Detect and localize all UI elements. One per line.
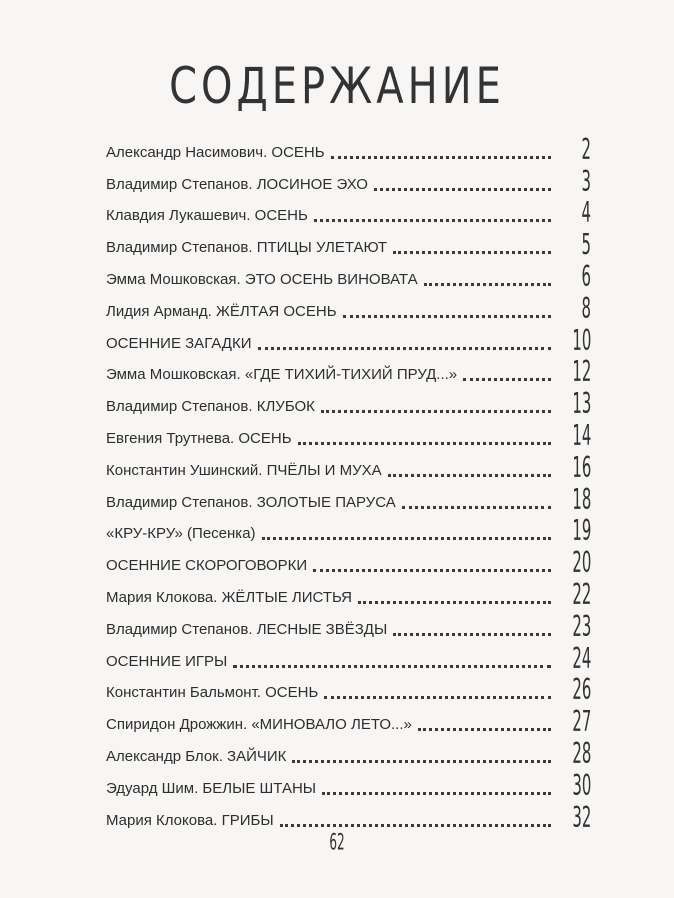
dot-leader bbox=[298, 442, 551, 445]
toc-entry-title: ОСЕННИЕ ИГРЫ bbox=[106, 652, 228, 670]
toc-page-number: 4 bbox=[581, 195, 591, 230]
toc-entry-title: Эдуард Шим. БЕЛЫЕ ШТАНЫ bbox=[106, 779, 317, 797]
page-title: СОДЕРЖАНИЕ bbox=[169, 58, 505, 116]
toc-page-number: 10 bbox=[572, 323, 592, 357]
toc-entry bbox=[106, 705, 591, 737]
toc-entry-title: Эмма Мошковская. ЭТО ОСЕНЬ ВИНОВАТА bbox=[106, 270, 418, 288]
dot-leader bbox=[393, 633, 551, 636]
dot-leader bbox=[343, 315, 551, 318]
table-of-contents bbox=[106, 133, 591, 833]
dot-leader bbox=[388, 474, 551, 477]
toc-entry-title: Эмма Мошковская. «ГДЕ ТИХИЙ-ТИХИЙ ПРУД...» bbox=[106, 366, 458, 384]
toc-entry bbox=[106, 387, 591, 419]
dot-leader bbox=[233, 665, 551, 668]
toc-entry bbox=[106, 228, 591, 260]
toc-entry-title: Владимир Степанов. ЛЕСНЫЕ ЗВЁЗДЫ bbox=[106, 620, 388, 638]
toc-entry-title: Клавдия Лукашевич. ОСЕНЬ bbox=[106, 207, 308, 225]
dot-leader bbox=[314, 219, 551, 222]
toc-page-number: 27 bbox=[572, 704, 592, 739]
toc-page-number: 13 bbox=[572, 386, 592, 421]
dot-leader bbox=[331, 156, 551, 159]
toc-entry-title: Евгения Трутнева. ОСЕНЬ bbox=[106, 429, 292, 447]
toc-entry bbox=[106, 737, 591, 769]
dot-leader bbox=[262, 537, 551, 540]
toc-entry-title: «КРУ-КРУ» (Песенка) bbox=[106, 525, 256, 543]
toc-entry-title: Владимир Степанов. ЗОЛОТЫЕ ПАРУСА bbox=[106, 493, 396, 511]
toc-page-number: 24 bbox=[572, 641, 592, 675]
toc-entry bbox=[106, 642, 591, 674]
toc-page-number: 3 bbox=[581, 164, 591, 198]
toc-entry-title: Мария Клокова. ГРИБЫ bbox=[106, 811, 274, 829]
toc-entry-title: Мария Клокова. ЖЁЛТЫЕ ЛИСТЬЯ bbox=[106, 588, 353, 606]
toc-entry bbox=[106, 324, 591, 356]
dot-leader bbox=[280, 824, 551, 827]
toc-page-number: 5 bbox=[581, 227, 591, 262]
toc-page-number: 28 bbox=[572, 736, 592, 771]
toc-entry bbox=[106, 546, 591, 578]
dot-leader bbox=[313, 569, 551, 572]
toc-entry-title: Александр Блок. ЗАЙЧИК bbox=[106, 747, 287, 765]
toc-entry bbox=[106, 292, 591, 324]
dot-leader bbox=[292, 760, 551, 763]
toc-page-number: 8 bbox=[581, 291, 591, 325]
page-number: 62 bbox=[329, 828, 345, 856]
toc-page-number: 20 bbox=[572, 545, 592, 580]
toc-entry-title: ОСЕННИЕ СКОРОГОВОРКИ bbox=[106, 557, 308, 575]
dot-leader bbox=[393, 251, 551, 254]
dot-leader bbox=[418, 728, 551, 731]
toc-page-number: 26 bbox=[572, 672, 592, 707]
toc-page-number: 19 bbox=[572, 513, 592, 548]
toc-entry bbox=[106, 483, 591, 515]
dot-leader bbox=[402, 506, 551, 509]
dot-leader bbox=[324, 696, 551, 699]
toc-entry-title: Владимир Степанов. КЛУБОК bbox=[106, 398, 315, 416]
toc-entry-title: Владимир Степанов. ЛОСИНОЕ ЭХО bbox=[106, 175, 368, 193]
toc-page-number: 16 bbox=[572, 450, 592, 484]
toc-entry bbox=[106, 769, 591, 801]
toc-entry bbox=[106, 451, 591, 483]
toc-entry bbox=[106, 419, 591, 451]
toc-entry bbox=[106, 165, 591, 197]
toc-entry bbox=[106, 356, 591, 388]
toc-entry bbox=[106, 260, 591, 292]
dot-leader bbox=[358, 601, 551, 604]
toc-page-number: 32 bbox=[572, 800, 592, 834]
toc-entry bbox=[106, 801, 591, 833]
toc-page-number: 14 bbox=[572, 418, 592, 453]
dot-leader bbox=[374, 188, 551, 191]
toc-page-number: 6 bbox=[581, 259, 591, 294]
toc-page-number: 2 bbox=[581, 132, 591, 166]
dot-leader bbox=[258, 347, 552, 350]
dot-leader bbox=[322, 792, 551, 795]
toc-entry bbox=[106, 197, 591, 229]
toc-entry-title: Спиридон Дрожжин. «МИНОВАЛО ЛЕТО...» bbox=[106, 716, 412, 734]
toc-entry bbox=[106, 610, 591, 642]
toc-entry-title: Лидия Арманд. ЖЁЛТАЯ ОСЕНЬ bbox=[106, 302, 337, 320]
toc-page-number: 12 bbox=[572, 354, 592, 389]
toc-entry bbox=[106, 133, 591, 165]
toc-entry bbox=[106, 578, 591, 610]
toc-entry-title: Константин Бальмонт. ОСЕНЬ bbox=[106, 684, 319, 702]
toc-page-number: 18 bbox=[572, 482, 592, 516]
toc-page-number: 22 bbox=[572, 577, 592, 612]
toc-entry bbox=[106, 674, 591, 706]
dot-leader bbox=[321, 410, 551, 413]
toc-page-number: 30 bbox=[572, 768, 592, 802]
toc-entry-title: Константин Ушинский. ПЧЁЛЫ И МУХА bbox=[106, 461, 382, 479]
toc-entry-title: Александр Насимович. ОСЕНЬ bbox=[106, 143, 325, 161]
toc-entry bbox=[106, 515, 591, 547]
toc-entry-title: ОСЕННИЕ ЗАГАДКИ bbox=[106, 334, 252, 352]
dot-leader bbox=[463, 378, 551, 381]
toc-entry-title: Владимир Степанов. ПТИЦЫ УЛЕТАЮТ bbox=[106, 239, 387, 257]
toc-page-number: 23 bbox=[572, 609, 592, 643]
dot-leader bbox=[424, 283, 551, 286]
